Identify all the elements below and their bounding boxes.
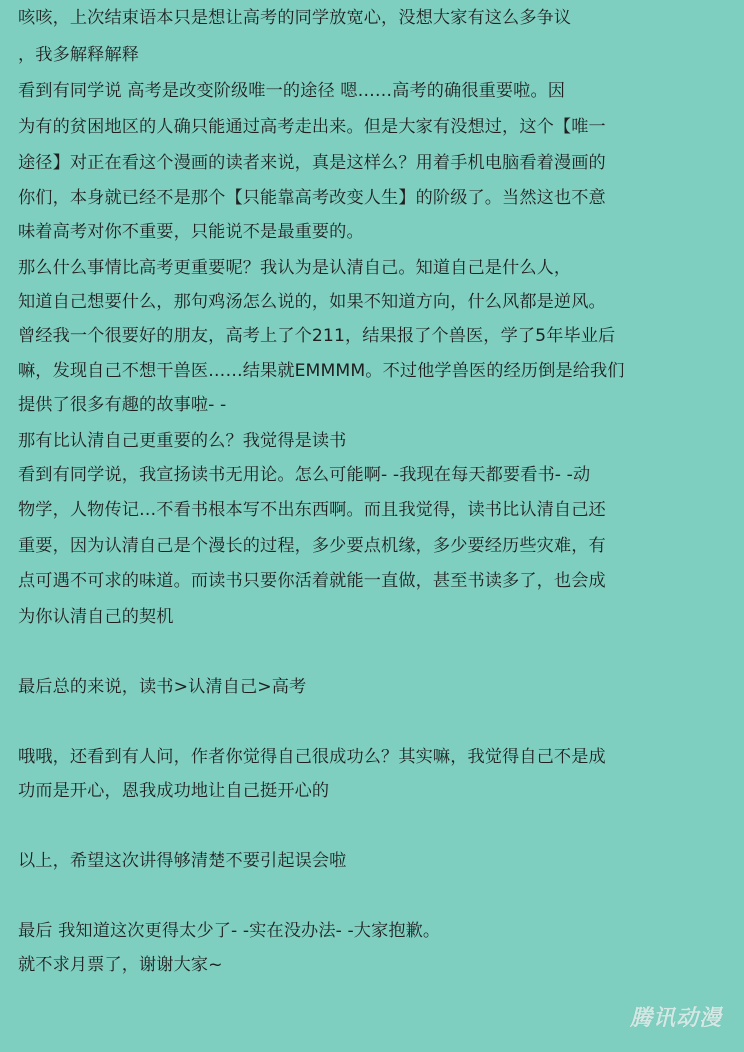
- text-line: 看到有同学说 高考是改变阶级唯一的途径 嗯……高考的确很重要啦。因: [18, 81, 566, 101]
- text-line: 咳咳，上次结束语本只是想让高考的同学放宽心，没想大家有这么多争议: [18, 8, 572, 28]
- text-line: 为你认清自己的契机: [18, 607, 174, 627]
- text-line: 最后 我知道这次更得太少了- -实在没办法- -大家抱歉。: [18, 921, 441, 941]
- text-line: 提供了很多有趣的故事啦- -: [18, 395, 227, 415]
- text-line: 看到有同学说，我宣扬读书无用论。怎么可能啊- -我现在每天都要看书- -动: [18, 465, 591, 485]
- text-line: 味着高考对你不重要，只能说不是最重要的。: [18, 222, 364, 242]
- text-line: 哦哦，还看到有人问，作者你觉得自己很成功么？其实嘛，我觉得自己不是成: [18, 747, 606, 767]
- text-line: 曾经我一个很要好的朋友，高考上了个211，结果报了个兽医，学了5年毕业后: [18, 326, 616, 346]
- text-line: 嘛，发现自己不想干兽医……结果就EMMMM。不过他学兽医的经历倒是给我们: [18, 361, 625, 381]
- text-line: 为有的贫困地区的人确只能通过高考走出来。但是大家有没想过，这个【唯一: [18, 117, 606, 137]
- text-line: 那么什么事情比高考更重要呢？我认为是认清自己。知道自己是什么人，: [18, 258, 572, 278]
- text-line: 那有比认清自己更重要的么？我觉得是读书: [18, 431, 347, 451]
- text-line: 物学，人物传记…不看书根本写不出东西啊。而且我觉得，读书比认清自己还: [18, 500, 606, 520]
- text-line: 你们，本身就已经不是那个【只能靠高考改变人生】的阶级了。当然这也不意: [18, 188, 606, 208]
- text-line: 以上，希望这次讲得够清楚不要引起误会啦: [18, 851, 347, 871]
- text-line: 就不求月票了，谢谢大家~: [18, 955, 223, 975]
- text-line: 点可遇不可求的味道。而读书只要你活着就能一直做，甚至书读多了，也会成: [18, 571, 606, 591]
- text-line: 最后总的来说，读书>认清自己>高考: [18, 677, 307, 697]
- text-line: 功而是开心，恩我成功地让自己挺开心的: [18, 781, 330, 801]
- text-line: 途径】对正在看这个漫画的读者来说，真是这样么？用着手机电脑看着漫画的: [18, 153, 606, 173]
- text-line: 知道自己想要什么，那句鸡汤怎么说的，如果不知道方向，什么风都是逆风。: [18, 292, 606, 312]
- text-line: ，我多解释解释: [18, 45, 140, 65]
- text-line: 重要，因为认清自己是个漫长的过程，多少要点机缘，多少要经历些灾难，有: [18, 536, 606, 556]
- tencent-comic-watermark: 腾讯动漫: [629, 1006, 722, 1031]
